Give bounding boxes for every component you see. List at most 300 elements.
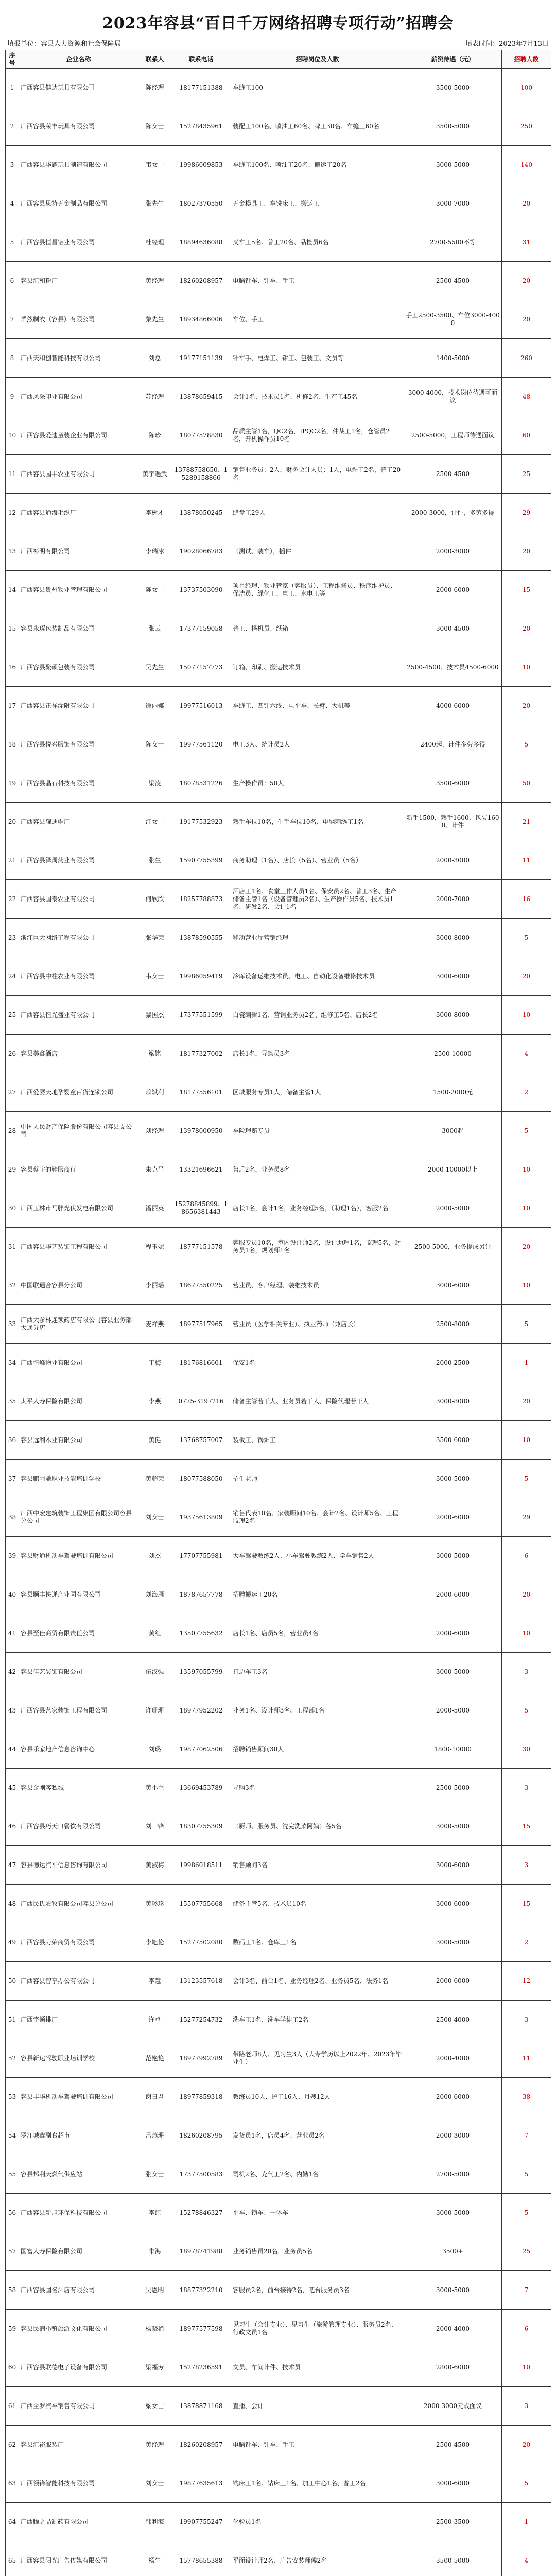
salary: 2000-6000 [404,2078,502,2116]
contact-person: 吴先生 [138,648,171,687]
row-index: 34 [6,1344,19,1382]
contact-person: 谢日君 [138,2078,171,2116]
headcount: 11 [502,2039,551,2078]
contact-phone: 18977952202 [171,1691,231,1730]
company-name: 容县汇和粉厂 [19,262,138,300]
row-index: 17 [6,687,19,725]
salary: 3000-5000 [404,2271,502,2310]
contact-person: 李树才 [138,494,171,532]
contact-phone: 18077588050 [171,1460,231,1498]
table-row [6,803,551,841]
positions: 直播、会计 [231,2387,404,2426]
row-index: 61 [6,2387,19,2426]
contact-phone: 18977992789 [171,2039,231,2078]
company-name: 广西大参林连锁药店有限公司容县业务部大通分店 [19,1305,138,1344]
headcount: 20 [502,532,551,571]
salary: 2000-6000 [404,571,502,609]
company-name: 广西容县联德电子设备有限公司 [19,2348,138,2387]
headcount: 5 [502,2155,551,2194]
salary: 2000-5000 [404,1189,502,1228]
positions: 保安1名 [231,1344,404,1382]
table-row [6,2426,551,2464]
contact-person: 徐丽娜 [138,687,171,725]
positions: 电脑针车、针车、手工 [231,2426,404,2464]
contact-phone: 18877322210 [171,2271,231,2310]
table-row [6,69,551,107]
headcount: 10 [502,1150,551,1189]
table-row [6,1575,551,1614]
headcount: 10 [502,1421,551,1460]
salary: 2500-5000，业务提成另计 [404,1228,502,1266]
salary: 3500-5000 [404,107,502,146]
salary: 3000-6000 [404,2464,502,2503]
contact-phone: 17377500583 [171,2155,231,2194]
contact-phone: 15507755668 [171,1885,231,1923]
table-row [6,455,551,494]
contact-phone: 18260208957 [171,262,231,300]
table-row [6,1962,551,2001]
row-index: 15 [6,609,19,648]
positions: 发货员1名，店员4名、营业员2名 [231,2116,404,2155]
headcount: 48 [502,378,551,416]
headcount: 1 [502,1344,551,1382]
contact-person: 李瑞冰 [138,532,171,571]
contact-person: 黄宇遇武 [138,455,171,494]
company-name: 容县佳艺装饰有限公司 [19,1653,138,1691]
table-row [6,880,551,919]
salary: 1500-2000元 [404,1073,502,1112]
salary: 2000-6000 [404,1575,502,1614]
company-name: 罗江城鑫副食超市 [19,2116,138,2155]
table-row [6,1073,551,1112]
headcount: 29 [502,494,551,532]
salary: 2500-4000 [404,2001,502,2039]
row-index: 26 [6,1035,19,1073]
company-name: 广西衫明有限公司 [19,532,138,571]
salary: 3500+ [404,2232,502,2271]
salary: 2700-5000 [404,2155,502,2194]
row-index: 49 [6,1923,19,1962]
contact-person: 张生 [138,841,171,880]
positions: 储备主管5名、技术员10名 [231,1885,404,1923]
salary: 3500-5000 [404,69,502,107]
table-row [6,146,551,184]
contact-phone: 19877062506 [171,1730,231,1769]
row-index: 4 [6,184,19,223]
positions: 平面设计师2名、广告安装师傅2名 [231,2541,404,2576]
contact-phone: 19877635613 [171,2464,231,2503]
positions: 冷库设备运维技术员、电工、自动化设备维修技术员 [231,957,404,996]
company-name: 广西容县巧天口餐饮有限公司 [19,1807,138,1846]
contact-person: 朱海 [138,2232,171,2271]
headcount: 16 [502,880,551,919]
positions: （测试、装车），插件 [231,532,404,571]
contact-phone: 17377551599 [171,996,231,1035]
table-row [6,1653,551,1691]
row-index: 9 [6,378,19,416]
headcount: 15 [502,1885,551,1923]
table-row [6,1035,551,1073]
table-row [6,223,551,262]
positions: 带路老师8人、见习生3人（大专学历以上2022年、2023年毕业生） [231,2039,404,2078]
headcount: 25 [502,2232,551,2271]
contact-phone: 18260208957 [171,2426,231,2464]
salary: 3000-5000 [404,2194,502,2232]
table-row [6,2116,551,2155]
table-row [6,2039,551,2078]
company-name: 广西容县泽周药业有限公司 [19,841,138,880]
row-index: 7 [6,300,19,339]
positions: 储备主管若干人、业务员若干人、保险代理若干人 [231,1382,404,1421]
company-name: 广西容县聚硕包装有限公司 [19,648,138,687]
salary: 2500-4500 [404,455,502,494]
positions: 招聘销售顾问30人 [231,1730,404,1769]
headcount: 2 [502,1073,551,1112]
row-index: 48 [6,1885,19,1923]
contact-phone: 13978000950 [171,1112,231,1150]
table-row [6,2232,551,2271]
headcount: 60 [502,416,551,455]
row-index: 55 [6,2155,19,2194]
row-index: 5 [6,223,19,262]
contact-person: 伍汉强 [138,1653,171,1691]
row-index: 8 [6,339,19,378]
contact-person: 黄超荣 [138,1460,171,1498]
contact-phone: 18176816601 [171,1344,231,1382]
company-name: 滔然制衣（容县）有限公司 [19,300,138,339]
company-name: 广西爱婴天地孕婴童百货连锁公司 [19,1073,138,1112]
row-index: 62 [6,2426,19,2464]
company-name: 容县新达驾驶职业培训学校 [19,2039,138,2078]
company-name: 广西容县健达玩具有限公司 [19,69,138,107]
table-row [6,2541,551,2576]
row-index: 50 [6,1962,19,2001]
contact-phone: 18177556101 [171,1073,231,1112]
contact-person: 黄经理 [138,2426,171,2464]
contact-phone: 19375613809 [171,1498,231,1537]
company-name: 广西容县爱迪童装企业有限公司 [19,416,138,455]
col-header-salary: 薪资待遇（元） [404,50,502,69]
table-row [6,184,551,223]
positions: （厨师、服务员、洗完洗菜阿姨）各5名 [231,1807,404,1846]
positions: 项目经理、物业管家（客服员）、工程维修员、秩序维护员、保洁员、绿化工、电工、水电工等 [231,571,404,609]
company-name: 中国联通合容县分公司 [19,1266,138,1305]
contact-phone: 18027370550 [171,184,231,223]
positions: 酒店工1名、食堂工作人员1名、保安员2名、普工3名、生产储备主管1名（设备管理员2名）、生产操作员5名、技术员1名、研发2名、会计1名 [231,880,404,919]
row-index: 12 [6,494,19,532]
salary: 3500-5000 [404,2541,502,2576]
positions: 针车手、电焊工、钳工、包装工、文员等 [231,339,404,378]
contact-person: 李慧 [138,1962,171,2001]
contact-person: 刘经理 [138,1112,171,1150]
contact-phone: 13878871168 [171,2387,231,2426]
table-row [6,1460,551,1498]
contact-phone: 18787657778 [171,1575,231,1614]
row-index: 32 [6,1266,19,1305]
contact-phone: 18934866006 [171,300,231,339]
positions: 铣床工1名、钻床工1名、加工中心1名、普工2名 [231,2464,404,2503]
row-index: 58 [6,2271,19,2310]
headcount: 20 [502,184,551,223]
positions: 营业员（医学相关专业）、执业药师（兼店长） [231,1305,404,1344]
headcount: 10 [502,1614,551,1653]
row-index: 19 [6,764,19,803]
company-name: 广西容县力荣商贸有限公司 [19,1923,138,1962]
table-row [6,648,551,687]
salary: 2000-6000 [404,1614,502,1653]
positions: 数码工1名、仓库工1名 [231,1923,404,1962]
salary: 3000-8000 [404,1382,502,1421]
contact-phone: 13123557618 [171,1962,231,2001]
table-row [6,1769,551,1807]
headcount: 21 [502,803,551,841]
company-name: 广西容县艺家装饰工程有限公司 [19,1691,138,1730]
company-name: 广西容县中柱农业有限公司 [19,957,138,996]
positions: 销售代表10名、家装顾问10名、会计2名、设计师5名、工程监理2名 [231,1498,404,1537]
salary: 2800-6000 [404,2348,502,2387]
contact-person: 陈女士 [138,107,171,146]
row-index: 10 [6,416,19,455]
table-row [6,2464,551,2503]
company-name: 国富人寿保险有限公司 [19,2232,138,2271]
salary: 2500-10000 [404,1035,502,1073]
salary: 2000-3000，计件，多劳多得 [404,494,502,532]
positions: 叉车工5名、普工20名、品检员6名 [231,223,404,262]
salary: 2500-8000 [404,1305,502,1344]
contact-person: 李旭伦 [138,1923,171,1962]
company-name: 广西容县阳光广告传媒有限公司 [19,2541,138,2576]
table-row [6,1885,551,1923]
salary: 3000-5000 [404,1807,502,1846]
salary: 2000-7000 [404,880,502,919]
contact-phone: 19986018511 [171,1846,231,1885]
positions: 业务1名、设计师3名、工程部1名 [231,1691,404,1730]
headcount: 10 [502,996,551,1035]
contact-phone: 13597055799 [171,1653,231,1691]
table-row [6,2155,551,2194]
table-row [6,1150,551,1189]
positions: 订箱、印刷、搬运技术员 [231,648,404,687]
row-index: 13 [6,532,19,571]
positions: 车缝工100 [231,69,404,107]
headcount: 5 [502,2464,551,2503]
positions: 平车、锁车、一体车 [231,2194,404,2232]
contact-phone: 15077157773 [171,648,231,687]
positions: 打边车工3名 [231,1653,404,1691]
positions: 大车驾驶教练2人、小车驾驶教练2人、学车销售2人 [231,1537,404,1575]
row-index: 16 [6,648,19,687]
company-name: 广西容县国名酒店有限公司 [19,2271,138,2310]
row-index: 38 [6,1498,19,1537]
row-index: 46 [6,1807,19,1846]
headcount: 1 [502,2503,551,2541]
row-index: 39 [6,1537,19,1575]
company-name: 容县美鑫酒店 [19,1035,138,1073]
salary: 4000-6000 [404,687,502,725]
contact-person: 韦女士 [138,146,171,184]
salary: 3000-4500 [404,609,502,648]
contact-phone: 18077578830 [171,416,231,455]
positions: 电脑针车、针车、手工 [231,262,404,300]
row-index: 24 [6,957,19,996]
positions: 客服员2名，前台接待2名，吧台服务员3名 [231,2271,404,2310]
table-row [6,1344,551,1382]
headcount: 4 [502,1035,551,1073]
row-index: 37 [6,1460,19,1498]
table-row [6,2001,551,2039]
row-index: 56 [6,2194,19,2232]
col-header-count: 招聘人数 [502,50,551,69]
contact-phone: 13321696621 [171,1150,231,1189]
headcount: 20 [502,300,551,339]
company-name: 广西容县贵州物业管理有限公司 [19,571,138,609]
salary: 3000-5000 [404,1537,502,1575]
salary: 3000-8000 [404,996,502,1035]
contact-person: 黄珍珍 [138,1885,171,1923]
table-row [6,532,551,571]
positions: 店长1名，会计1名，业务经理5名，（助理1名），客服2名 [231,1189,404,1228]
positions: 招聘搬运工20名 [231,1575,404,1614]
salary: 2000-4000 [404,2310,502,2348]
company-name: 广西容县通海毛织厂 [19,494,138,532]
contact-person: 陈经理 [138,69,171,107]
contact-phone: 19028066783 [171,532,231,571]
headcount: 3 [502,1846,551,1885]
table-row [6,1498,551,1537]
row-index: 65 [6,2541,19,2576]
positions: 商务助理（1名）、店长（5名）、营业员（5名） [231,841,404,880]
headcount: 20 [502,687,551,725]
col-header-contact: 联系人 [138,50,171,69]
table-row [6,1691,551,1730]
contact-phone: 13768757007 [171,1421,231,1460]
headcount: 5 [502,1691,551,1730]
contact-person: 许卓 [138,2001,171,2039]
company-name: 广西容县恒光盛业有限公司 [19,996,138,1035]
row-index: 11 [6,455,19,494]
contact-person: 梁福芳 [138,2348,171,2387]
contact-phone: 13878659415 [171,378,231,416]
row-index: 41 [6,1614,19,1653]
company-name: 容县丰华机动车驾驶培训有限公司 [19,2078,138,2116]
headcount: 5 [502,725,551,764]
headcount: 11 [502,841,551,880]
salary: 2500-4500 [404,262,502,300]
contact-person: 刘总 [138,339,171,378]
salary: 3000-6000 [404,957,502,996]
salary: 2500-5000，工程师待遇面议 [404,416,502,455]
row-index: 45 [6,1769,19,1807]
contact-person: 李燕 [138,1382,171,1421]
company-name: 容县德达汽车信息咨询有限公司 [19,1846,138,1885]
row-index: 33 [6,1305,19,1344]
company-name: 容县汇裕服装厂 [19,2426,138,2464]
contact-person: 丁梅 [138,1344,171,1382]
positions: 车缝工、四针六线、电平车、长臂、大机等 [231,687,404,725]
row-index: 18 [6,725,19,764]
contact-phone: 18894636088 [171,223,231,262]
company-name: 容县远利木业有限公司 [19,1421,138,1460]
table-row [6,1537,551,1575]
table-row [6,609,551,648]
headcount: 6 [502,1537,551,1575]
salary: 新手1500，熟手1600、包装1600、计件 [404,803,502,841]
contact-phone: 15278845899、18656381443 [171,1189,231,1228]
salary: 2500-4500 [404,2426,502,2464]
row-index: 6 [6,262,19,300]
contact-person: 刘璐 [138,1730,171,1769]
contact-phone: 13878050245 [171,494,231,532]
table-row [6,2310,551,2348]
contact-phone: 18977577598 [171,2310,231,2348]
row-index: 28 [6,1112,19,1150]
salary: 2000-4000 [404,2039,502,2078]
contact-phone: 15278846327 [171,2194,231,2232]
table-row [6,339,551,378]
company-name: 广西容县荣丰玩具有限公司 [19,107,138,146]
salary: 2500-3500 [404,2503,502,2541]
table-row [6,262,551,300]
positions: 会计1名、技术员1名、机修2名、生产工45名 [231,378,404,416]
headcount: 30 [502,1730,551,1769]
positions: 熟手车位10名，生手车位10名、电脑刺绣工1名 [231,803,404,841]
salary: 1400-5000 [404,339,502,378]
date-label: 填表时间：2023年7月13日 [465,40,549,48]
positions: 销售业务员：2人，财务会计人员：1人，电焊工2名，普工20名 [231,455,404,494]
headcount: 31 [502,223,551,262]
contact-phone: 13669453789 [171,1769,231,1807]
contact-person: 吴恩明 [138,2271,171,2310]
contact-person: 黄健 [138,1421,171,1460]
salary: 2000-3000元或面议 [404,2387,502,2426]
salary: 3000-5000 [404,1460,502,1498]
contact-person: 刘女士 [138,1498,171,1537]
contact-phone: 19177532923 [171,803,231,841]
table-row [6,1614,551,1653]
row-index: 29 [6,1150,19,1189]
contact-person: 范艳艳 [138,2039,171,2078]
positions: 业务销售员20名，业务员5名 [231,2232,404,2271]
company-name: 广西天和创智能科技有限公司 [19,339,138,378]
company-name: 广西民氏农牧有限公司容县分公司 [19,1885,138,1923]
company-name: 广西容县园丰农业有限公司 [19,455,138,494]
contact-person: 黎先生 [138,300,171,339]
row-index: 44 [6,1730,19,1769]
positions: 移动营业厅营销经理 [231,919,404,957]
company-name: 广西容县耀迪帽厂 [19,803,138,841]
positions: 店长1名、店员5名，营业员4名 [231,1614,404,1653]
salary: 3500-6000 [404,1421,502,1460]
headcount: 5 [502,919,551,957]
contact-person: 刘女士 [138,2464,171,2503]
row-index: 3 [6,146,19,184]
positions: 区域服务专员1人，储备主管1人 [231,1073,404,1112]
row-index: 54 [6,2116,19,2155]
row-index: 27 [6,1073,19,1112]
table-row [6,1112,551,1150]
table-row [6,919,551,957]
contact-phone: 18307755309 [171,1807,231,1846]
contact-person: 赖斌利 [138,1073,171,1112]
company-name: 容县至佳商贸有限责任公司 [19,1614,138,1653]
salary: 2000-3000 [404,2116,502,2155]
positions: 生产操作员：50人 [231,764,404,803]
row-index: 59 [6,2310,19,2348]
col-header-phone: 联系电话 [171,50,231,69]
company-name: 容县蔡宇的鞋服商行 [19,1150,138,1189]
company-name: 广西玉林市马胖光伏发电有限公司 [19,1189,138,1228]
contact-phone: 18777151578 [171,1228,231,1266]
